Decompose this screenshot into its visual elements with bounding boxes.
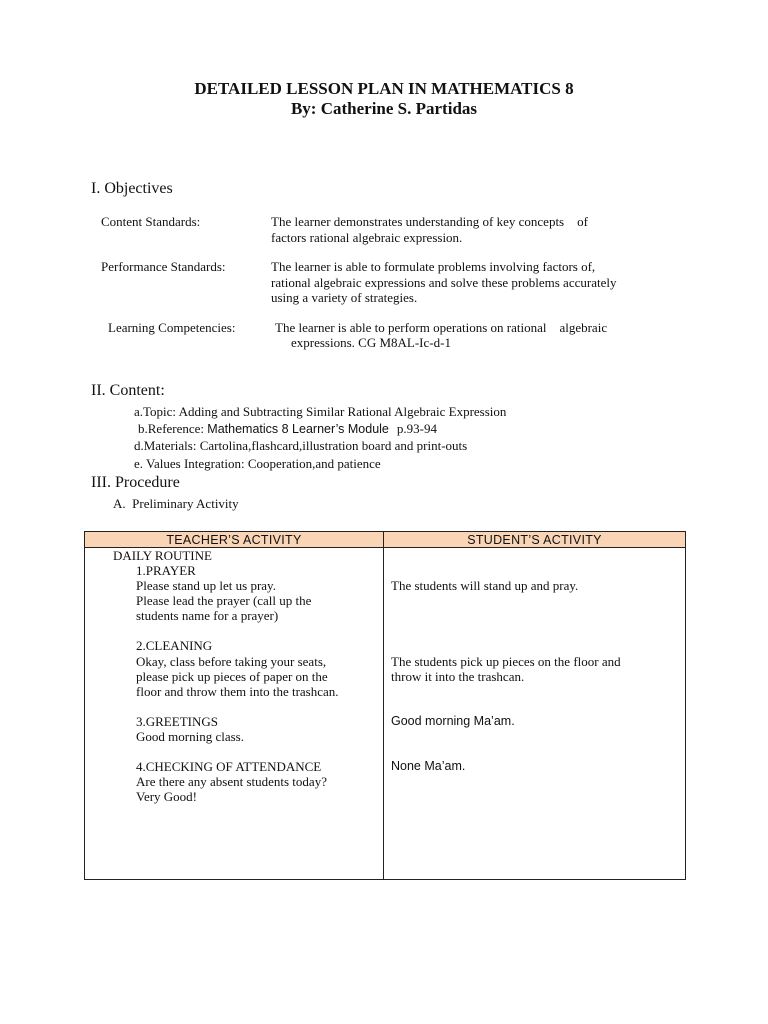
cleaning-title: 2.CLEANING	[136, 638, 213, 653]
prayer-line2: Please lead the prayer (call up the	[136, 593, 312, 608]
student-prayer: The students will stand up and pray.	[391, 578, 579, 593]
learning-competencies-line2: expressions. CG M8AL-Ic-d-1	[291, 335, 451, 350]
cleaning-line2: please pick up pieces of paper on the	[136, 669, 328, 684]
content-values: e. Values Integration: Cooperation,and patience	[134, 456, 381, 471]
objectives-heading: I. Objectives	[91, 180, 173, 197]
preliminary-activity: A. Preliminary Activity	[113, 496, 239, 511]
document-title: DETAILED LESSON PLAN IN MATHEMATICS 8	[194, 79, 574, 98]
procedure-heading: III. Procedure	[91, 474, 180, 491]
activity-table	[84, 531, 686, 880]
student-cleaning-line1: The students pick up pieces on the floor and	[391, 654, 621, 669]
prayer-title: 1.PRAYER	[136, 563, 196, 578]
teacher-activity-cell	[85, 548, 384, 880]
performance-standards-line2: rational algebraic expressions and solve these problems accurately	[271, 275, 617, 290]
teacher-activity-header: TEACHER’S ACTIVITY	[85, 532, 384, 548]
document-author: By: Catherine S. Partidas	[290, 99, 478, 118]
learning-competencies-label: Learning Competencies:	[108, 320, 236, 335]
learning-competencies-line1: The learner is able to perform operations on rational algebraic	[275, 320, 608, 335]
student-greetings: Good morning Ma’am.	[391, 714, 515, 728]
reference-prefix: b.Reference:	[138, 421, 208, 436]
student-attendance: None Ma’am.	[391, 759, 466, 773]
content-reference	[138, 421, 437, 437]
prayer-line1: Please stand up let us pray.	[136, 578, 276, 593]
content-heading: II. Content:	[91, 382, 165, 399]
daily-routine-heading: DAILY ROUTINE	[113, 548, 212, 563]
prayer-line3: students name for a prayer)	[136, 608, 279, 623]
performance-standards-label: Performance Standards:	[101, 259, 226, 274]
content-standards-label: Content Standards:	[101, 214, 201, 229]
reference-pages: p.93-94	[396, 421, 437, 436]
content-topic: a.Topic: Adding and Subtracting Similar Rational Algebraic Expression	[134, 404, 507, 419]
cleaning-line1: Okay, class before taking your seats,	[136, 654, 327, 669]
greetings-title: 3.GREETINGS	[136, 714, 218, 729]
reference-module: Mathematics 8 Learner’s Module	[207, 422, 389, 436]
content-standards-line2: factors rational algebraic expression.	[271, 230, 463, 245]
cleaning-line3: floor and throw them into the trashcan.	[136, 684, 339, 699]
content-standards-line1: The learner demonstrates understanding of key concepts of	[271, 214, 588, 229]
attendance-title: 4.CHECKING OF ATTENDANCE	[136, 759, 322, 774]
content-materials: d.Materials: Cartolina,flashcard,illustration board and print-outs	[134, 438, 468, 453]
performance-standards-line1: The learner is able to formulate problems involving factors of,	[271, 259, 596, 274]
student-cleaning-line2: throw it into the trashcan.	[391, 669, 525, 684]
student-activity-cell	[384, 548, 686, 880]
performance-standards-line3: using a variety of strategies.	[271, 290, 418, 305]
attendance-line2: Very Good!	[136, 789, 198, 804]
attendance-line1: Are there any absent students today?	[136, 774, 327, 789]
student-activity-header: STUDENT’S ACTIVITY	[384, 532, 686, 548]
greetings-line1: Good morning class.	[136, 729, 244, 744]
